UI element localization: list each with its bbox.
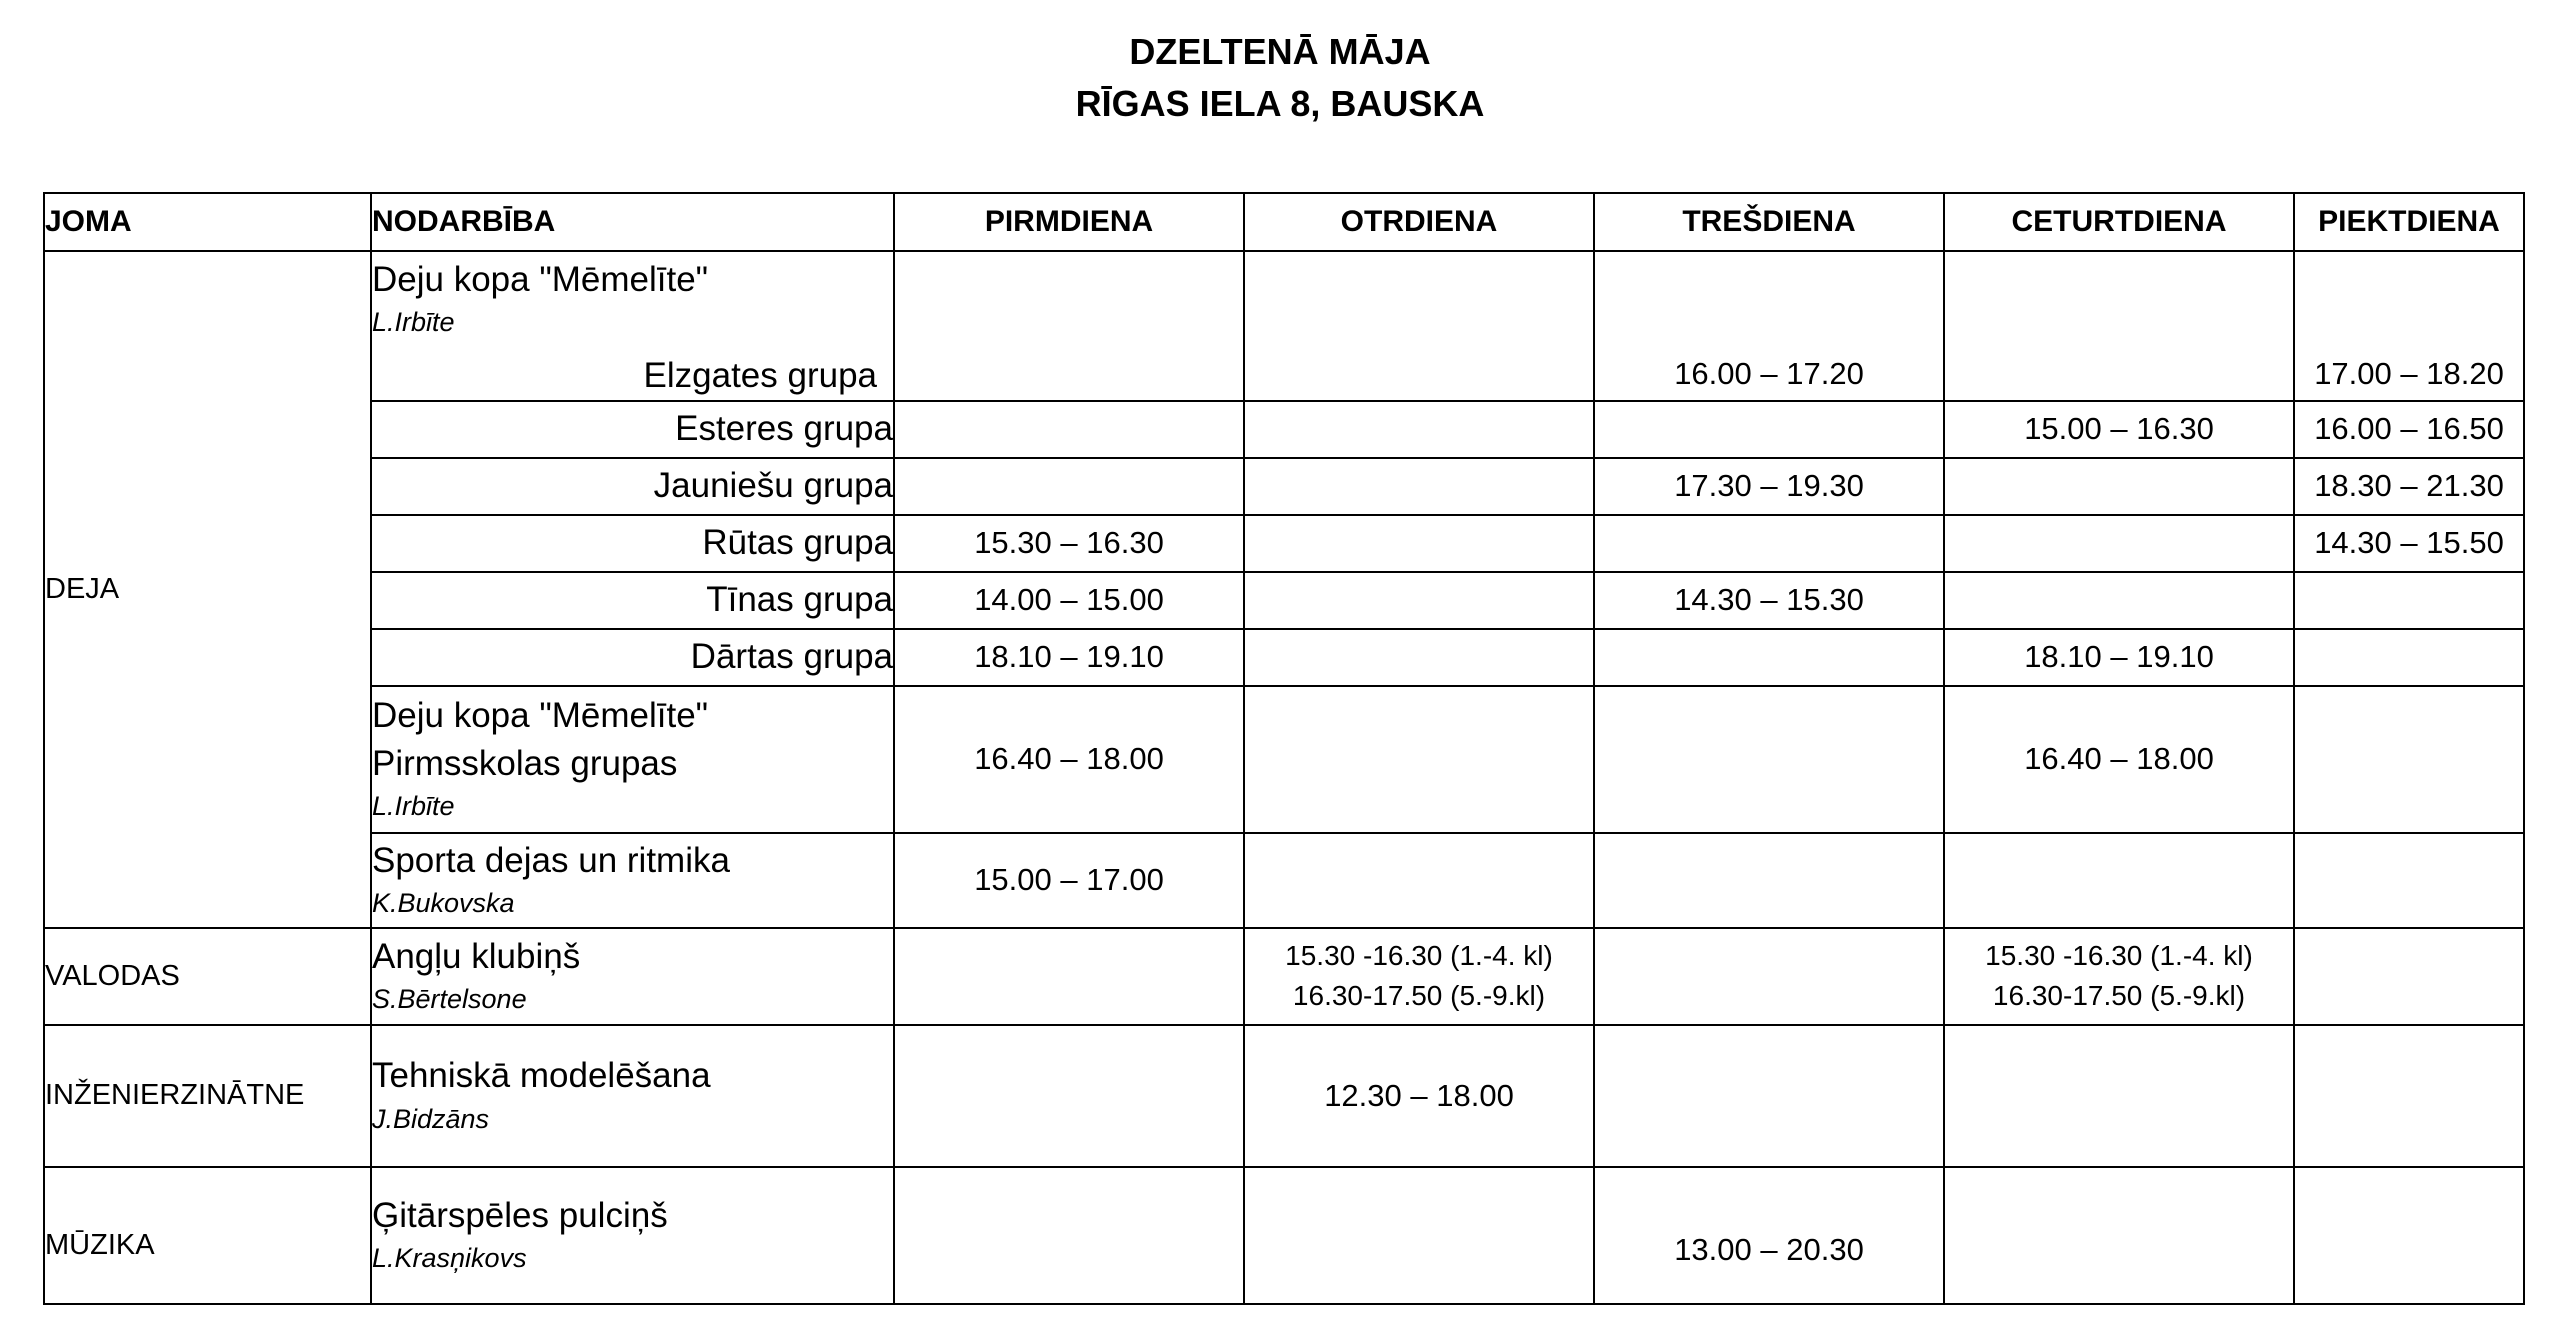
time-cell — [1944, 458, 2294, 515]
time-cell: 18.10 – 19.10 — [894, 629, 1244, 686]
activity-name: Sporta dejas un ritmika — [372, 840, 730, 880]
time-cell — [1594, 833, 1944, 928]
time-cell — [1244, 629, 1594, 686]
time-cell: 12.30 – 18.00 — [1244, 1025, 1594, 1167]
col-header-otrdiena: OTRDIENA — [1244, 193, 1594, 251]
time-cell — [1944, 1025, 2294, 1167]
group-name: Jauniešu grupa — [371, 458, 894, 515]
time-cell — [1944, 928, 2294, 1025]
time-cell: 16.40 – 18.00 — [894, 686, 1244, 833]
activity-cell — [371, 928, 894, 1025]
time-cell: 14.30 – 15.50 — [2294, 515, 2524, 572]
group-name: Elzgates grupa — [643, 356, 877, 396]
time-cell — [894, 928, 1244, 1025]
page-address: RĪGAS IELA 8, BAUSKA — [1075, 83, 1485, 124]
time-cell — [2294, 1025, 2524, 1167]
time-cell — [1594, 629, 1944, 686]
time-cell — [1244, 1167, 1594, 1304]
table-row — [44, 833, 2524, 928]
group-name: Rūtas grupa — [371, 515, 894, 572]
time-cell — [894, 1025, 1244, 1167]
time-cell: 14.30 – 15.30 — [1594, 572, 1944, 629]
time-cell — [1944, 515, 2294, 572]
time-cell — [2294, 686, 2524, 833]
activity-name: Tehniskā modelēšana — [372, 1056, 711, 1096]
col-header-piektdiena: PIEKTDIENA — [2294, 193, 2524, 251]
time-cell — [1944, 572, 2294, 629]
time-cell — [2294, 572, 2524, 629]
time-cell — [1244, 928, 1594, 1025]
time-cell — [2294, 928, 2524, 1025]
activity-subname: Pirmsskolas grupas — [372, 743, 678, 783]
table-row — [44, 629, 2524, 686]
time-cell — [1244, 686, 1594, 833]
activity-cell — [371, 251, 894, 401]
joma-cell: MŪZIKA — [44, 1167, 371, 1304]
col-header-joma: JOMA — [44, 193, 371, 251]
time-cell — [1244, 515, 1594, 572]
teacher-name: K.Bukovska — [372, 888, 515, 919]
time-cell: 15.30 – 16.30 — [894, 515, 1244, 572]
joma-cell: VALODAS — [44, 928, 371, 1025]
table-row — [44, 251, 2524, 401]
teacher-name: L.Irbīte — [372, 790, 455, 821]
time-cell — [1244, 833, 1594, 928]
time-cell — [1944, 1167, 2294, 1304]
teacher-name: L.Irbīte — [372, 307, 455, 338]
time-cell — [894, 458, 1244, 515]
time-cell — [1244, 251, 1594, 401]
activity-name: Deju kopa "Mēmelīte" — [372, 696, 709, 736]
group-name: Esteres grupa — [371, 401, 894, 458]
table-row — [44, 928, 2524, 1025]
time-cell — [1944, 251, 2294, 401]
time-cell — [1594, 401, 1944, 458]
time-line: 16.30-17.50 (5.-9.kl) — [1292, 980, 1546, 1012]
time-cell — [1944, 833, 2294, 928]
col-header-nodarbiba: NODARBĪBA — [371, 193, 894, 251]
table-row — [44, 572, 2524, 629]
time-cell — [1594, 686, 1944, 833]
table-row — [44, 401, 2524, 458]
activity-name: Angļu klubiņš — [372, 936, 581, 976]
activity-cell — [371, 1025, 894, 1167]
time-cell — [894, 251, 1244, 401]
table-row — [44, 686, 2524, 833]
activity-name: Ģitārspēles pulciņš — [372, 1195, 668, 1235]
time-cell: 18.30 – 21.30 — [2294, 458, 2524, 515]
joma-cell: INŽENIERZINĀTNE — [44, 1025, 371, 1167]
time-cell — [2294, 833, 2524, 928]
time-line: 15.30 -16.30 (1.-4. kl) — [1285, 939, 1553, 971]
time-line: 15.30 -16.30 (1.-4. kl) — [1985, 939, 2253, 971]
table-row — [44, 458, 2524, 515]
time-cell: 13.00 – 20.30 — [1594, 1167, 1944, 1304]
header-row — [44, 193, 2524, 251]
group-name: Tīnas grupa — [371, 572, 894, 629]
teacher-name: J.Bidzāns — [372, 1103, 490, 1134]
table-row — [44, 515, 2524, 572]
col-header-ceturtdiena: CETURTDIENA — [1944, 193, 2294, 251]
time-cell — [2294, 629, 2524, 686]
time-cell — [1244, 572, 1594, 629]
table-row — [44, 1167, 2524, 1304]
time-cell — [1594, 515, 1944, 572]
teacher-name: S.Bērtelsone — [372, 984, 527, 1015]
time-cell: 16.00 – 17.20 — [1594, 251, 1944, 401]
time-cell — [1594, 1025, 1944, 1167]
time-cell — [2294, 1167, 2524, 1304]
time-cell: 14.00 – 15.00 — [894, 572, 1244, 629]
table-row — [44, 1025, 2524, 1167]
time-cell: 15.00 – 16.30 — [1944, 401, 2294, 458]
time-cell: 17.30 – 19.30 — [1594, 458, 1944, 515]
schedule-table — [43, 192, 2525, 1305]
time-cell: 18.10 – 19.10 — [1944, 629, 2294, 686]
time-cell — [1244, 458, 1594, 515]
time-cell: 16.40 – 18.00 — [1944, 686, 2294, 833]
time-cell: 16.00 – 16.50 — [2294, 401, 2524, 458]
col-header-pirmdiena: PIRMDIENA — [894, 193, 1244, 251]
col-header-tresdiena: TREŠDIENA — [1594, 193, 1944, 251]
joma-cell: DEJA — [44, 251, 371, 928]
activity-cell — [371, 1167, 894, 1304]
page-title: DZELTENĀ MĀJA — [1129, 31, 1431, 72]
time-cell — [1244, 401, 1594, 458]
time-line: 16.30-17.50 (5.-9.kl) — [1992, 980, 2246, 1012]
time-cell: 15.00 – 17.00 — [894, 833, 1244, 928]
activity-name: Deju kopa "Mēmelīte" — [372, 260, 709, 299]
group-name: Dārtas grupa — [371, 629, 894, 686]
time-cell — [894, 1167, 1244, 1304]
activity-cell — [371, 686, 894, 833]
activity-cell — [371, 833, 894, 928]
time-cell — [1594, 928, 1944, 1025]
time-cell — [894, 401, 1244, 458]
time-cell: 17.00 – 18.20 — [2294, 251, 2524, 401]
teacher-name: L.Krasņikovs — [372, 1243, 527, 1274]
